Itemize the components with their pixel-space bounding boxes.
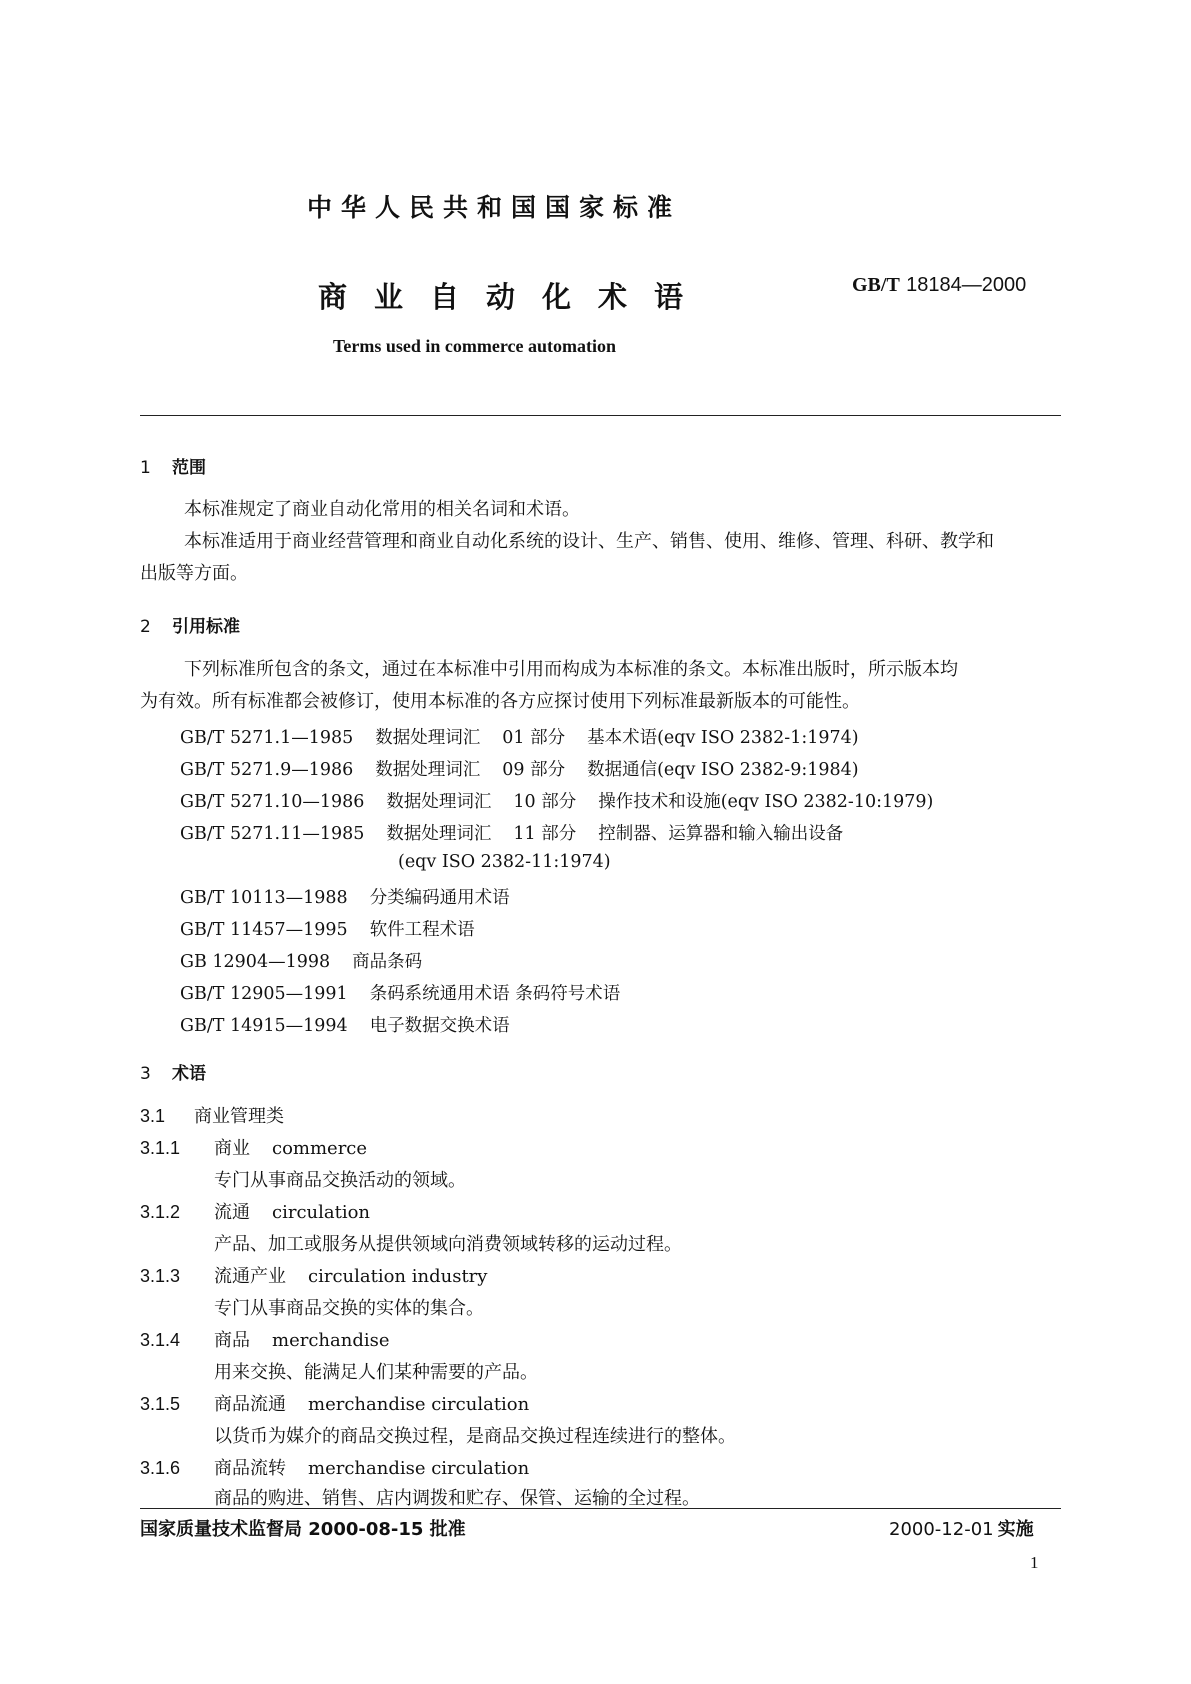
term-number: 3.1.2 bbox=[140, 1202, 181, 1222]
term-entry bbox=[140, 1262, 487, 1288]
reference-item bbox=[180, 884, 510, 909]
reference-item bbox=[180, 948, 422, 973]
document-title-english: Terms used in commerce automation bbox=[333, 336, 616, 356]
reference-part: 11 部分 bbox=[513, 824, 577, 844]
subsection-title: 商业管理类 bbox=[194, 1106, 284, 1127]
term-number: 3.1.1 bbox=[140, 1138, 181, 1158]
reference-continuation: (eqv ISO 2382-11:1974) bbox=[398, 852, 611, 872]
term-zh: 流通产业 bbox=[214, 1266, 286, 1287]
term-number: 3.1.4 bbox=[140, 1330, 181, 1350]
national-standard-heading: 中华人民共和国国家标准 bbox=[307, 193, 682, 222]
reference-item bbox=[180, 788, 933, 813]
section-number: 1 bbox=[140, 458, 151, 478]
term-entry bbox=[140, 1326, 390, 1352]
term-entry bbox=[140, 1198, 370, 1224]
section-number: 2 bbox=[140, 617, 151, 637]
term-definition: 以货币为媒介的商品交换过程，是商品交换过程连续进行的整体。 bbox=[214, 1426, 736, 1447]
section-heading-terms bbox=[140, 1059, 206, 1084]
reference-title: 数据通信(eqv ISO 2382-9:1984) bbox=[587, 760, 859, 780]
standard-code-number: 18184—2000 bbox=[906, 274, 1027, 296]
term-zh: 商业 bbox=[214, 1138, 250, 1159]
term-definition: 产品、加工或服务从提供领域向消费领域转移的运动过程。 bbox=[214, 1234, 682, 1255]
reference-code: GB/T 14915—1994 bbox=[180, 1016, 348, 1036]
reference-code: GB/T 5271.1—1985 bbox=[180, 728, 354, 748]
reference-part: 01 部分 bbox=[502, 728, 566, 748]
term-zh: 商品流转 bbox=[214, 1458, 286, 1479]
reference-code: GB/T 5271.9—1986 bbox=[180, 760, 354, 780]
term-definition: 专门从事商品交换活动的领域。 bbox=[214, 1170, 466, 1191]
document-title: 商业自动化术语 bbox=[318, 280, 711, 314]
reference-title: 控制器、运算器和输入输出设备 bbox=[598, 824, 844, 844]
term-number: 3.1.3 bbox=[140, 1266, 181, 1286]
reference-title: 分类编码通用术语 bbox=[369, 888, 510, 908]
reference-title: 电子数据交换术语 bbox=[369, 1016, 510, 1036]
section-title: 引用标准 bbox=[172, 617, 240, 637]
header-divider bbox=[140, 415, 1061, 416]
reference-title: 条码系统通用术语 条码符号术语 bbox=[369, 984, 621, 1004]
standard-code bbox=[852, 272, 1026, 297]
section-heading-references bbox=[140, 612, 240, 637]
term-zh: 流通 bbox=[214, 1202, 250, 1223]
approval-statement: 国家质量技术监督局 2000-08-15 批准 bbox=[140, 1519, 466, 1540]
reference-item bbox=[180, 756, 859, 781]
subsection-number: 3.1 bbox=[140, 1106, 166, 1126]
reference-item bbox=[180, 980, 620, 1005]
effective-date: 2000-12-01 bbox=[889, 1519, 994, 1540]
effective-statement bbox=[889, 1515, 1034, 1541]
reference-code: GB 12904—1998 bbox=[180, 952, 331, 972]
reference-group: 数据处理词汇 bbox=[386, 792, 492, 812]
reference-code: GB/T 12905—1991 bbox=[180, 984, 348, 1004]
references-intro-line-2: 为有效。所有标准都会被修订，使用本标准的各方应探讨使用下列标准最新版本的可能性。 bbox=[140, 691, 860, 712]
reference-title: 软件工程术语 bbox=[369, 920, 475, 940]
reference-group: 数据处理词汇 bbox=[375, 728, 481, 748]
reference-code: GB/T 11457—1995 bbox=[180, 920, 348, 940]
page-number: 1 bbox=[1030, 1553, 1039, 1572]
reference-item bbox=[180, 820, 843, 845]
reference-title: 商品条码 bbox=[352, 952, 423, 972]
term-en: commerce bbox=[272, 1138, 368, 1159]
term-number: 3.1.6 bbox=[140, 1458, 181, 1478]
standard-code-prefix: GB/T bbox=[852, 274, 900, 296]
term-number: 3.1.5 bbox=[140, 1394, 181, 1414]
reference-title: 基本术语(eqv ISO 2382-1:1974) bbox=[587, 728, 859, 748]
reference-part: 09 部分 bbox=[502, 760, 566, 780]
term-en: merchandise circulation bbox=[308, 1394, 530, 1415]
term-zh: 商品流通 bbox=[214, 1394, 286, 1415]
term-en: merchandise circulation bbox=[308, 1458, 530, 1479]
reference-code: GB/T 5271.10—1986 bbox=[180, 792, 365, 812]
footer-divider bbox=[140, 1508, 1061, 1509]
term-en: circulation bbox=[272, 1202, 371, 1223]
effective-label: 实施 bbox=[997, 1519, 1034, 1540]
term-en: circulation industry bbox=[308, 1266, 488, 1287]
scope-paragraph-2-line-1: 本标准适用于商业经营管理和商业自动化系统的设计、生产、销售、使用、维修、管理、科研、教学和 bbox=[184, 531, 994, 552]
reference-part: 10 部分 bbox=[513, 792, 577, 812]
reference-group: 数据处理词汇 bbox=[375, 760, 481, 780]
section-number: 3 bbox=[140, 1064, 151, 1084]
reference-code: GB/T 5271.11—1985 bbox=[180, 824, 365, 844]
subsection-heading bbox=[140, 1102, 284, 1128]
term-definition: 商品的购进、销售、店内调拨和贮存、保管、运输的全过程。 bbox=[214, 1488, 700, 1509]
section-heading-scope bbox=[140, 453, 206, 478]
term-definition: 专门从事商品交换的实体的集合。 bbox=[214, 1298, 484, 1319]
term-entry bbox=[140, 1454, 529, 1480]
reference-group: 数据处理词汇 bbox=[386, 824, 492, 844]
reference-item bbox=[180, 724, 859, 749]
references-intro-line-1: 下列标准所包含的条文，通过在本标准中引用而构成为本标准的条文。本标准出版时，所示版本均 bbox=[184, 659, 958, 680]
term-entry bbox=[140, 1134, 367, 1160]
term-definition: 用来交换、能满足人们某种需要的产品。 bbox=[214, 1362, 538, 1383]
reference-item bbox=[180, 1012, 510, 1037]
term-zh: 商品 bbox=[214, 1330, 250, 1351]
section-title: 范围 bbox=[172, 458, 206, 478]
reference-code: GB/T 10113—1988 bbox=[180, 888, 348, 908]
scope-paragraph-2-line-2: 出版等方面。 bbox=[140, 563, 248, 584]
term-entry bbox=[140, 1390, 529, 1416]
reference-item bbox=[180, 916, 475, 941]
section-title: 术语 bbox=[172, 1064, 206, 1084]
reference-title: 操作技术和设施(eqv ISO 2382-10:1979) bbox=[598, 792, 934, 812]
scope-paragraph-1: 本标准规定了商业自动化常用的相关名词和术语。 bbox=[184, 499, 580, 520]
term-en: merchandise bbox=[272, 1330, 390, 1351]
